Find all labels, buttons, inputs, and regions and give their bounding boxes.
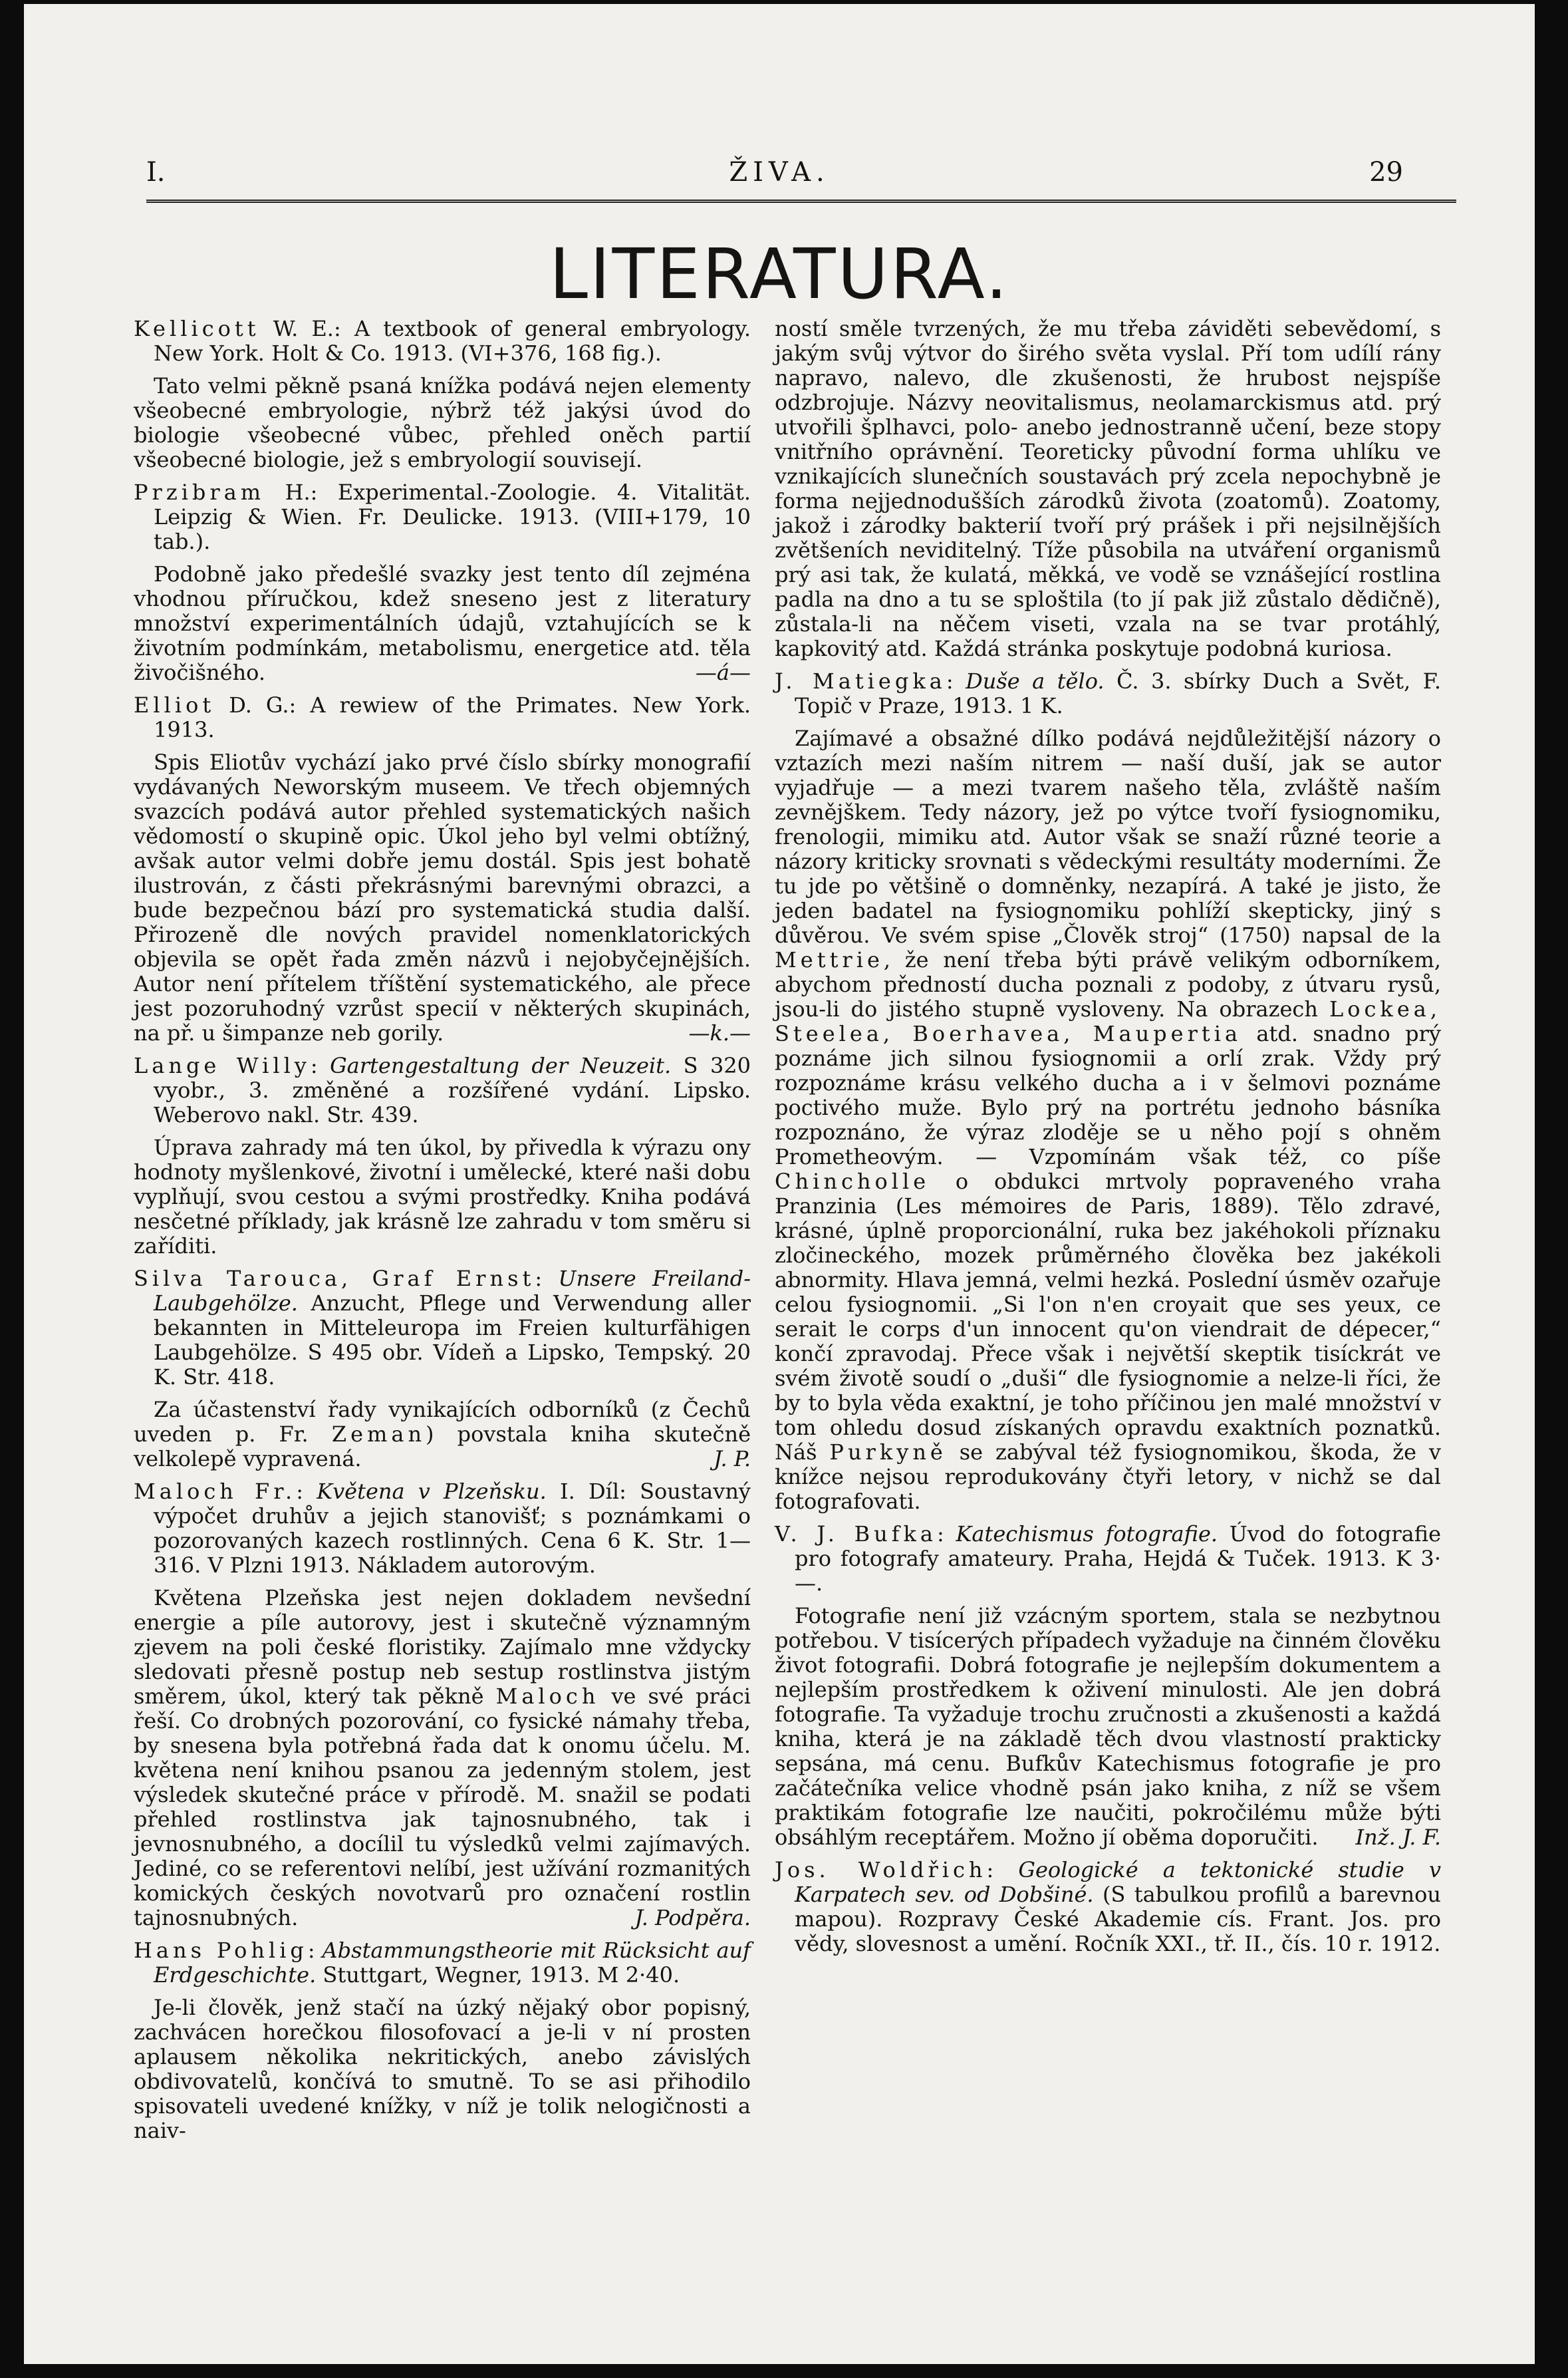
spaced-name: Chincholle	[775, 1169, 930, 1194]
entry-author: Kellicott	[134, 316, 260, 341]
entry-title: Květena v Plzeňsku.	[317, 1479, 547, 1504]
reviewer-signature: J. P.	[714, 1446, 751, 1471]
entry-details: S 320 vyobr., 3. změněné a rozšířené vydání. Lipsko. Weberovo nakl. Str. 439.	[154, 1053, 751, 1127]
entry-details: Anzucht, Pflege und Verwendung aller bekannten in Mitteleuropa im Freien kulturfähigen Laubgehölze. S 495 obr. Vídeň a Lipsko, Tempský. 20 K. Str. 418.	[154, 1290, 751, 1390]
entry-details: I. Díl: Soustavný výpočet druhův a jejich stanovišť; s poznámkami o pozorovaných kazech rostlinných. Cena 6 K. Str. 1—316. V Plzni 1913. Nákladem autorovým.	[154, 1479, 751, 1578]
entry-title: Abstammungstheorie mit Rücksicht auf Erdgeschichte.	[154, 1938, 751, 1988]
entry-title: Gartengestaltung der Neuzeit.	[330, 1053, 672, 1078]
left-column	[134, 317, 751, 2151]
entry-title: Geologické a tektonické studie v Karpatech sev. od Dobšiné.	[795, 1857, 1442, 1907]
entry-details: H.: Experimental.-Zoologie. 4. Vitalität. Leipzig & Wien. Fr. Deulicke. 1913. (VIII+179, 10 tab.).	[154, 480, 751, 554]
entry-title: Duše a tělo.	[966, 669, 1105, 694]
journal-page	[24, 4, 1535, 2364]
entry-details: Stuttgart, Wegner, 1913. M 2·40.	[316, 1962, 680, 1988]
entry-title: Katechismus fotografie.	[956, 1521, 1218, 1547]
book-entry: V. J. Bufka: Katechismus fotografie. Úvod do fotografie pro fotografy amateury. Praha, Hejdá & Tuček. 1913. K 3·—.	[775, 1521, 1442, 1596]
header-double-rule	[146, 200, 1456, 203]
entry-author: V. J. Bufka	[775, 1521, 938, 1547]
page-number: 29	[1369, 157, 1403, 188]
reviewer-signature: —k.—	[688, 1020, 751, 1046]
running-header	[24, 157, 1535, 197]
spaced-name: Lockea, Steelea, Boerhavea, Maupertia	[775, 996, 1441, 1046]
book-entry: Lange Willy: Gartengestaltung der Neuzeit. S 320 vyobr., 3. změněné a rozšířené vydání. Lipsko. Weberovo nakl. Str. 439.	[134, 1053, 751, 1127]
book-entry	[134, 317, 751, 366]
volume-number: I.	[146, 157, 166, 188]
right-column	[775, 317, 1441, 1964]
review-paragraph: Za účastenství řady vynikajících odborníků (z Čechů uveden p. Fr. Zeman) povstala kniha skutečně velkolepě vypravená. J. P.	[134, 1397, 751, 1471]
review-paragraph: Zajímavé a obsažné dílko podává nejdůležitější názory o vztazích mezi naším nitrem — naší duší, jak se autor vyjadřuje — a mezi tvarem našeho těla, zvláště naším zevnějškem. Tedy názory, jež po výtce tvoří fysiognomiku, frenologii, mimiku atd. Autor však se snaží různé teorie a názory kriticky srovnati s vědeckými resultáty moderními. Že tu jde po většině o domněnky, nezapírá. A také je jisto, že jeden badatel na fysiognomiku pohlíží skepticky, jiný s důvěrou. Ve svém spise „Člověk stroj“ (1750) napsal de la Mettrie, že není třeba býti právě velikým odborníkem, abychom předností ducha poznali z podoby, z útvaru rysů, jsou-li do jistého stupně vysloveny. Na obrazech Lockea, Steelea, Boerhavea, Maupertia atd. snadno prý poznáme jich silnou fysiognomii a orlí zrak. Vždy prý rozpoznáme krásu velkého ducha a i v šelmovi poznáme poctivého muže. Bylo prý na portrétu jednoho básníka rozpoznáno, že výraz zloděje se u něho pojí s ohněm Prometheovým. — Vzpomínám však též, co píše Chincholle o obdukci mrtvoly popraveného vraha Pranzinia (Les mémoires de Paris, 1889). Tělo zdravé, krásné, úplně proporcionální, ruka bez jakéhokoli příznaku zločineckého, mozek průměrného člověka bez jakékoli abnormity. Hlava jemná, velmi hezká. Poslední úsměv ozařuje celou fysiognomii. „Si l'on n'en croyait que ses yeux, ce serait le corps d'un innocent qu'on viendrait de dépecer,“ končí zpravodaj. Přece však i největší skeptik tisíckrát ve svém životě soudí o „duši“ dle fysiognomie a nelze-li říci, že by to byla věda exaktní, je toho příčinou jen malé množství v tom ohledu dosud získaných opravdu exaktních poznatků. Náš Purkyně se zabýval též fysiognomikou, škoda, že v knížce nejsou reprodukovány čtyři letory, v nichž se dal fotografovati.	[775, 726, 1442, 1514]
spaced-name: Purkyně	[829, 1439, 947, 1465]
entry-details: W. E.: A textbook of general embryology. New York. Holt & Co. 1913. (VI+376, 168 fig.).	[154, 316, 751, 366]
review-paragraph: Úprava zahrady má ten úkol, by přivedla k výrazu ony hodnoty myšlenkové, životní i umělecké, které naši dobu vyplňují, svou cestou a svými prostředky. Kniha podává nesčetné příklady, jak krásně lze zahradu v tom směru si zaříditi.	[134, 1135, 751, 1259]
section-title: LITERATURA.	[549, 233, 1010, 315]
book-entry: Jos. Woldřich: Geologické a tektonické studie v Karpatech sev. od Dobšiné. (S tabulkou profilů a barevnou mapou). Rozpravy České Akademie cís. Frant. Jos. pro vědy, slovesnost a umění. Ročník XXI., tř. II., čís. 10 r. 1912.	[775, 1857, 1442, 1956]
review-paragraph: Tato velmi pěkně psaná knížka podává nejen elementy všeobecné embryologie, nýbrž též jakýsi úvod do biologie všeobecné vůbec, přehled oněch partií všeobecné biologie, jež s embryologií souvisejí.	[134, 373, 751, 472]
entry-author: Silva Tarouca, Graf Ernst	[134, 1266, 535, 1291]
spaced-name: Maloch	[495, 1684, 600, 1709]
book-entry	[134, 480, 751, 554]
review-text: Podobně jako předešlé svazky jest tento díl zejména vhodnou příručkou, kdež sneseno jest z literatury množství experimentálních údajů, vztahujících se k životním podmínkám, metabolismu, energetice atd. těla živočišného.	[134, 561, 751, 685]
entry-author: J. Matiegka	[775, 669, 946, 694]
book-entry: Silva Tarouca, Graf Ernst: Unsere Freiland-Laubgehölze. Anzucht, Pflege und Verwendung aller bekannten in Mitteleuropa im Freien kulturfähigen Laubgehölze. S 495 obr. Vídeň a Lipsko, Tempský. 20 K. Str. 418.	[134, 1266, 751, 1390]
entry-author: Jos. Woldřich	[775, 1857, 987, 1882]
reviewer-signature: Inž. J. F.	[1355, 1825, 1441, 1850]
book-entry: J. Matiegka: Duše a tělo. Č. 3. sbírky Duch a Svět, F. Topič v Praze, 1913. 1 K.	[775, 669, 1442, 718]
journal-name: ŽIVA.	[729, 157, 830, 188]
review-paragraph	[775, 1604, 1441, 1850]
review-paragraph: Květena Plzeňska jest nejen dokladem nevšední energie a píle autorovy, jest i skutečně významným zjevem na poli české floristiky. Zajímalo mne vždycky sledovati přesně postup neb sestup rostlinstva jistým směrem, úkol, který tak pěkně Maloch ve své práci řeší. Co drobných pozorování, co fysické námahy třeba, by snesena byla potřebná řada dat k onomu účelu. M. květena není knihou psanou za jedenným stolem, jest výsledek skutečné práce v přírodě. M. snažil se podati přehled rostlinstva jak tajnosnubného, tak i jevnosnubného, a docílil tu výsledků velmi zajímavých. Jediné, co se referentovi nelíbí, jest užívání rozmanitých komických českých novotvarů pro označení rostlin tajnosnubných. J. Podpěra.	[134, 1585, 751, 1930]
review-paragraph	[134, 750, 751, 1046]
review-text: Spis Eliotův vychází jako prvé číslo sbírky monografií vydávaných Neworským museem. Ve třech objemných svazcích podává autor přehled systematických našich vědomostí o skupině opic. Úkol jeho byl velmi obtížný, avšak autor velmi dobře jemu dostál. Spis jest bohatě ilustrován, z části překrásnými barevnými obrazci, a bude bezpečnou bází pro systematická studia další. Přirozeně dle nových pravidel nomenklatorických objevila se opět řada změn názvů i nejobyčejnějších. Autor není přítelem tříštění systematického, ale přece jest pozoruhodný vzrůst specií v některých skupinách, na př. u šimpanze neb gorily.	[134, 750, 751, 1046]
spaced-name: Mettrie	[775, 947, 884, 972]
entry-author: Przibram	[134, 480, 265, 505]
entry-details: Úvod do fotografie pro fotografy amateury. Praha, Hejdá & Tuček. 1913. K 3·—.	[795, 1521, 1442, 1596]
spaced-name: Zeman	[331, 1421, 426, 1447]
book-entry	[134, 693, 751, 742]
book-entry: Hans Pohlig: Abstammungstheorie mit Rücksicht auf Erdgeschichte. Stuttgart, Wegner, 1913. M 2·40.	[134, 1938, 751, 1988]
entry-title: Unsere Freiland-Laubgehölze.	[154, 1266, 751, 1316]
review-paragraph: Je-li člověk, jenž stačí na úzký nějaký obor popisný, zachvácen horečkou filosofovací a je-li v ní prosten aplausem několika nekritických, anebo závislých obdivovatelů, končívá to smutně. To se asi přihodilo spisovateli uvedené knížky, v níž je tolik nelogičnosti a naiv-	[134, 1995, 751, 2143]
reviewer-signature: —á—	[695, 660, 751, 685]
entry-details: D. G.: A rewiew of the Primates. New York. 1913.	[154, 692, 751, 742]
entry-author: Maloch Fr.	[134, 1479, 297, 1504]
book-entry: Maloch Fr.: Květena v Plzeňsku. I. Díl: Soustavný výpočet druhův a jejich stanovišť; s poznámkami o pozorovaných kazech rostlinných. Cena 6 K. Str. 1—316. V Plzni 1913. Nákladem autorovým.	[134, 1479, 751, 1578]
entry-details: (S tabulkou profilů a barevnou mapou). Rozpravy České Akademie cís. Frant. Jos. pro vědy, slovesnost a umění. Ročník XXI., tř. II., čís. 10 r. 1912.	[795, 1882, 1441, 1956]
entry-author: Elliot	[134, 692, 215, 718]
review-text: Fotografie není již vzácným sportem, stala se nezbytnou potřebou. V tisícerých případech vyžaduje na činném člověku život fotografii. Dobrá fotografie je nejlepším dokumentem a nejlepším prostředkem k oživení minulosti. Ale jen dobrá fotografie. Ta vyžaduje trochu zručnosti a zkušenosti a každá kniha, která je na základě těch dvou vlastností prakticky sepsána, má cenu. Bufkův Katechismus fotografie je pro začátečníka velice vhodně psán jako kniha, z níž se všem praktikám fotografie lze naučiti, pokročilému může býti obsáhlým receptářem. Možno jí oběma doporučiti.	[775, 1603, 1441, 1850]
entry-author: Lange Willy	[134, 1053, 311, 1078]
review-paragraph-continued: ností směle tvrzených, že mu třeba záviděti sebevědomí, s jakým svůj výtvor do širého světa vyslal. Pří tom udílí rány napravo, nalevo, dle zkušenosti, že hrubost nejspíše odzbrojuje. Názvy neovitalismus, neolamarckismus atd. prý utvořili šplhavci, polo- anebo jednostranně učení, beze stopy vnitřního oprávnění. Teoreticky původní forma uhlíku ve vznikajících slunečních soustavách prý zcela nepochybně je forma nejjednodušších zárodků života (zoatomů). Zoatomy, jakož i zárodky bakterií tvoří prý prášek i při nejsilnějších zvětšeních neviditelný. Tíže působila na utváření organismů prý asi tak, že kulatá, měkká, ve vodě se vznášející rostlina padla na dno a tu se sploštila (to jí pak již zůstalo dědičně), zůstala-li na něčem viseti, vzala na se tvar protáhlý, kapkovitý atd. Každá stránka poskytuje podobná kuriosa.	[775, 316, 1441, 661]
entry-details: Č. 3. sbírky Duch a Svět, F. Topič v Praze, 1913. 1 K.	[795, 669, 1442, 718]
entry-author: Hans Pohlig	[134, 1938, 308, 1963]
reviewer-signature: J. Podpěra.	[634, 1905, 751, 1930]
review-paragraph	[134, 562, 751, 685]
